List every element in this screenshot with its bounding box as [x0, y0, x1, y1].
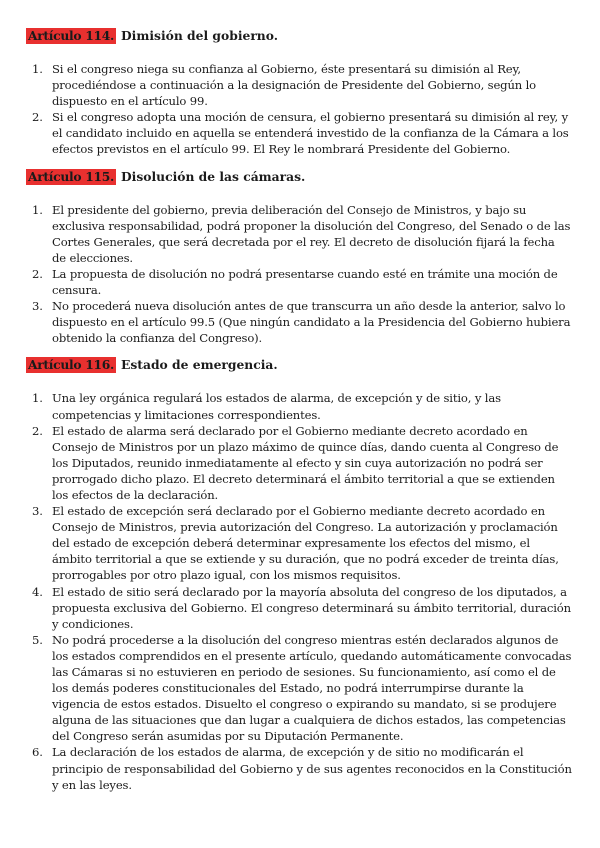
article-label-highlight: Artículo 115. — [28, 168, 115, 184]
clause-number: 2. — [32, 423, 43, 438]
clause-item — [32, 61, 572, 109]
clause-text: El estado de excepción será declarado por el Gobierno mediante decreto acordado en Consejo de Ministros, previa autorización del Congreso. La autorización y proclamación del estado de excepción deberá determinar expresamente los efectos del mismo, el ámbito territorial a que se extiende y su duración, que no podrá exceder de treinta días, prorrogables por otro plazo igual, con los mismos requisitos. — [52, 504, 559, 583]
clause-number: 1. — [32, 62, 43, 76]
clause-number: 3. — [32, 299, 43, 314]
clause-item — [32, 202, 572, 266]
clause-number: 6. — [32, 745, 43, 760]
clause-text: La propuesta de disolución no podrá presentarse cuando esté en trámite una moción de censura. — [52, 266, 558, 298]
clause-number: 2. — [32, 266, 43, 281]
article-clauses — [26, 390, 572, 792]
article-label-highlight: Artículo 114. — [28, 28, 115, 43]
clause-text: No podrá procederse a la disolución del congreso mientras estén declarados algunos de los estados comprendidos en el presente artículo, quedando automáticamente convocadas las Cámaras si no estuvieren en periodo de sesiones. Su funcionamiento, así como el de los demás poderes constitucionales del Estado, no podrá interrumpirse durante la vigencia de estos estados. Disuelto el congreso o expirando su mandato, si se produjere alguna de las situaciones que dan lugar a cualquiera de dichos estados, las competencias del Congreso serán asumidas por su Diputación Permanente. — [52, 632, 572, 744]
article-label-highlight: Artículo 116. — [28, 357, 115, 373]
article-heading — [26, 27, 572, 44]
clause-item — [32, 744, 572, 792]
clause-number: 5. — [32, 632, 43, 647]
clause-text: Una ley orgánica regulará los estados de alarma, de excepción y de sitio, y las competencias y limitaciones correspondientes. — [52, 391, 501, 422]
clause-item — [32, 266, 572, 298]
clause-text: Si el congreso adopta una moción de censura, el gobierno presentará su dimisión al rey, y el candidato incluido en aquella se entenderá investido de la confianza de la Cámara a los efectos previstos en el artículo 99. El Rey le nombrará Presidente del Gobierno. — [52, 110, 569, 157]
clause-number: 2. — [32, 110, 43, 125]
clause-number: 3. — [32, 504, 43, 519]
clause-item — [32, 423, 572, 503]
clause-item — [32, 298, 572, 346]
article-title: Estado de emergencia. — [121, 357, 278, 373]
article-115 — [26, 168, 572, 347]
clause-item — [32, 503, 572, 583]
article-heading — [26, 356, 572, 373]
clause-text: El estado de alarma será declarado por el Gobierno mediante decreto acordado en Consejo de Ministros por un plazo máximo de quince días, dando cuenta al Congreso de los Diputados, reunido inmediatamente al efecto y sin cuya autorización no podrá ser prorrogado dicho plazo. El decreto determinará el ámbito territorial a que se extienden los efectos de la declaración. — [52, 423, 559, 502]
clause-text: El estado de sitio será declarado por la mayoría absoluta del congreso de los diputados, a propuesta exclusiva del Gobierno. El congreso determinará su ámbito territorial, duración y condiciones. — [52, 584, 571, 631]
article-heading — [26, 168, 572, 185]
clause-item — [32, 584, 572, 632]
clause-number: 4. — [32, 584, 43, 599]
clause-number: 1. — [32, 391, 43, 406]
article-clauses — [26, 202, 572, 347]
clause-item — [32, 390, 572, 422]
article-title: Disolución de las cámaras. — [121, 168, 306, 184]
article-clauses — [26, 61, 572, 158]
clause-item — [32, 632, 572, 745]
clause-number: 1. — [32, 202, 43, 217]
clause-text: Si el congreso niega su confianza al Gobierno, éste presentará su dimisión al Rey, procediéndose a continuación a la designación de Presidente del Gobierno, según lo dispuesto en el artículo 99. — [52, 62, 537, 109]
clause-text: La declaración de los estados de alarma, de excepción y de sitio no modificarán el principio de responsabilidad del Gobierno y de sus agentes reconocidos en la Constitución y en las leyes. — [52, 745, 572, 792]
clause-text: No procederá nueva disolución antes de que transcurra un año desde la anterior, salvo lo dispuesto en el artículo 99.5 (Que ningún candidato a la Presidencia del Gobierno hubiera obtenido la confianza del Congreso). — [52, 299, 571, 346]
article-116 — [26, 356, 572, 792]
article-title: Dimisión del gobierno. — [121, 28, 279, 43]
article-114 — [26, 27, 572, 158]
clause-text: El presidente del gobierno, previa deliberación del Consejo de Ministros, y bajo su exclusiva responsabilidad, podrá proponer la disolución del Congreso, del Senado o de las Cortes Generales, que será decretada por el rey. El decreto de disolución fijará la fecha de elecciones. — [52, 202, 571, 265]
clause-item — [32, 109, 572, 157]
